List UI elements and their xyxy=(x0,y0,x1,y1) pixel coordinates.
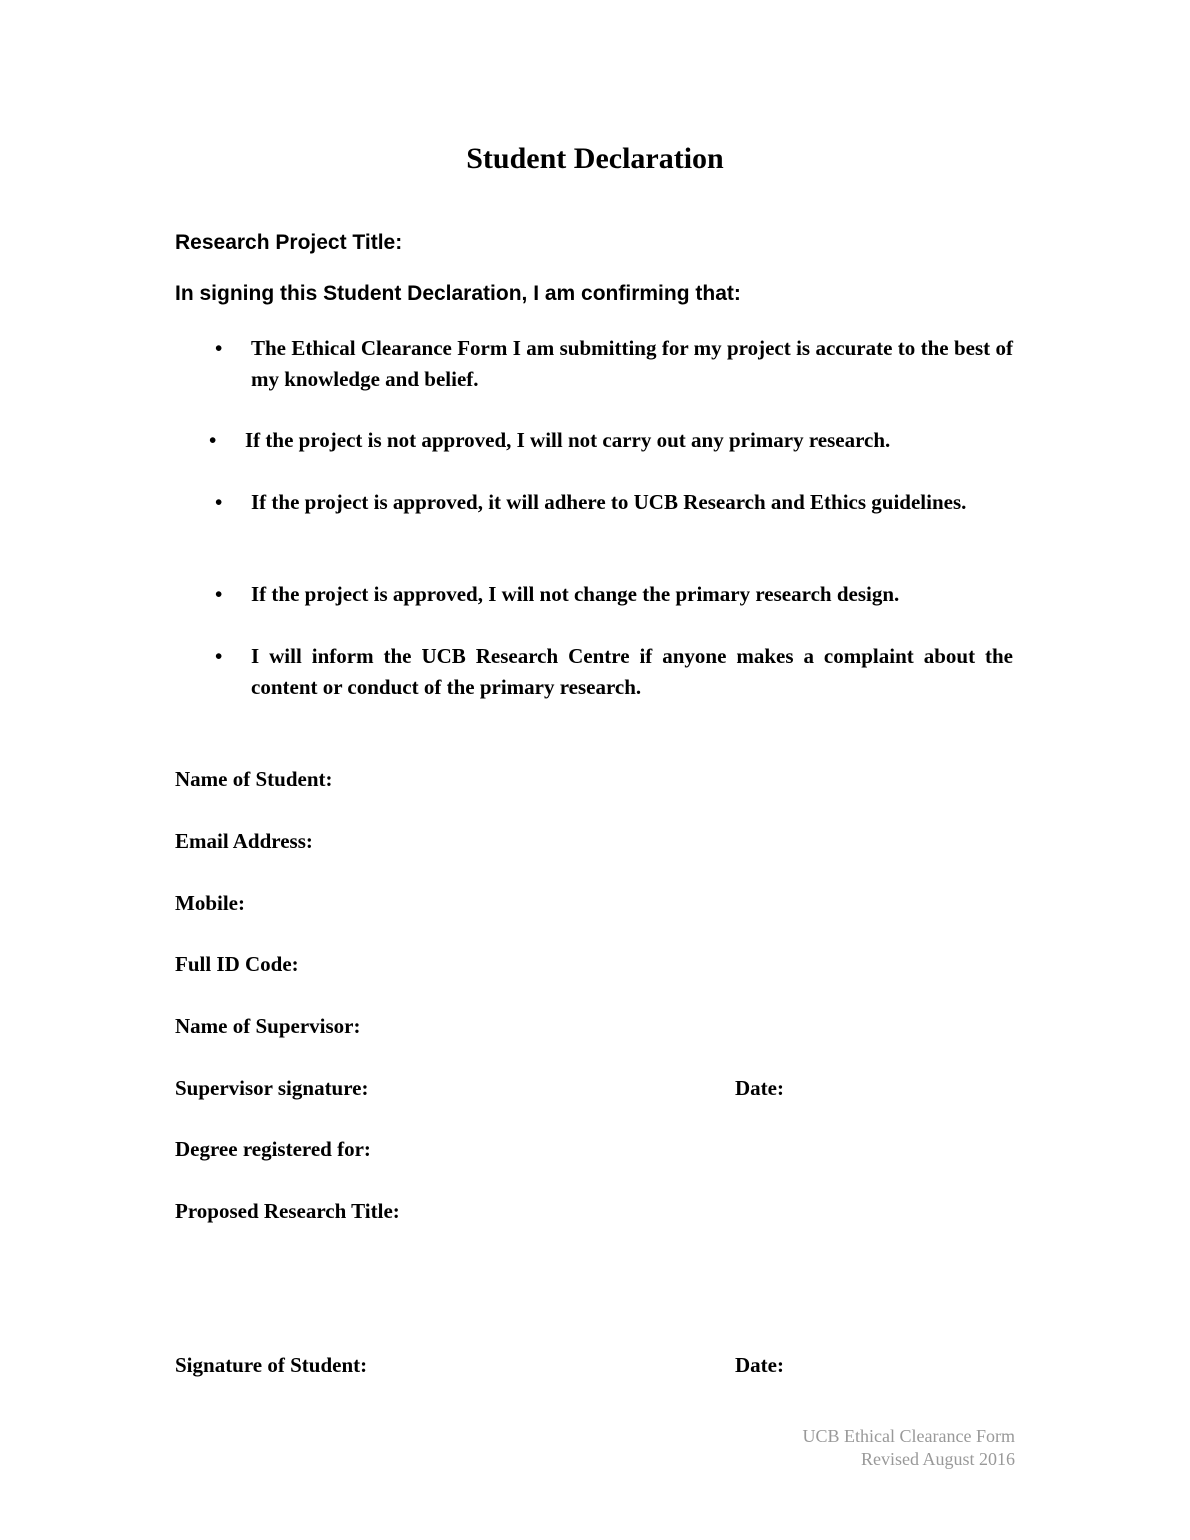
supervisor-signature-label: Supervisor signature: xyxy=(175,1076,369,1100)
declaration-item xyxy=(175,579,1013,610)
declaration-item xyxy=(175,641,1013,703)
research-project-title-label: Research Project Title: xyxy=(175,231,403,254)
confirming-intro: In signing this Student Declaration, I am confirming that: xyxy=(175,282,741,305)
proposed-research-title-label: Proposed Research Title: xyxy=(175,1199,400,1223)
page-title: Student Declaration xyxy=(466,142,724,175)
bullet-icon: • xyxy=(215,490,223,514)
footer-revision: Revised August 2016 xyxy=(860,1449,1015,1469)
signature-of-student-label: Signature of Student: xyxy=(175,1353,368,1377)
student-date-label: Date: xyxy=(735,1353,784,1377)
name-of-student-label: Name of Student: xyxy=(175,767,333,791)
supervisor-date-label: Date: xyxy=(735,1076,784,1100)
name-of-supervisor-label: Name of Supervisor: xyxy=(175,1014,361,1038)
full-id-code-label: Full ID Code: xyxy=(175,952,299,976)
declaration-item xyxy=(175,425,1013,456)
bullet-icon: • xyxy=(215,582,223,606)
declaration-item xyxy=(175,487,1013,518)
declaration-text: If the project is approved, it will adhere to UCB Research and Ethics guidelines. xyxy=(251,490,967,514)
declaration-text: If the project is not approved, I will not carry out any primary research. xyxy=(245,428,891,452)
degree-registered-label: Degree registered for: xyxy=(175,1137,371,1161)
footer-form-name: UCB Ethical Clearance Form xyxy=(802,1426,1015,1446)
declaration-text: The Ethical Clearance Form I am submitting for my project is accurate to the best of my knowledge and belief. xyxy=(251,336,1013,391)
declaration-item xyxy=(175,333,1013,395)
declaration-text: I will inform the UCB Research Centre if anyone makes a complaint about the content or conduct of the primary research. xyxy=(251,644,1013,699)
bullet-icon: • xyxy=(215,336,223,360)
bullet-icon: • xyxy=(215,644,223,668)
bullet-icon: • xyxy=(209,428,217,452)
email-address-label: Email Address: xyxy=(175,829,313,853)
mobile-label: Mobile: xyxy=(175,891,245,915)
footer xyxy=(803,1425,1015,1471)
declaration-text: If the project is approved, I will not change the primary research design. xyxy=(251,582,900,606)
